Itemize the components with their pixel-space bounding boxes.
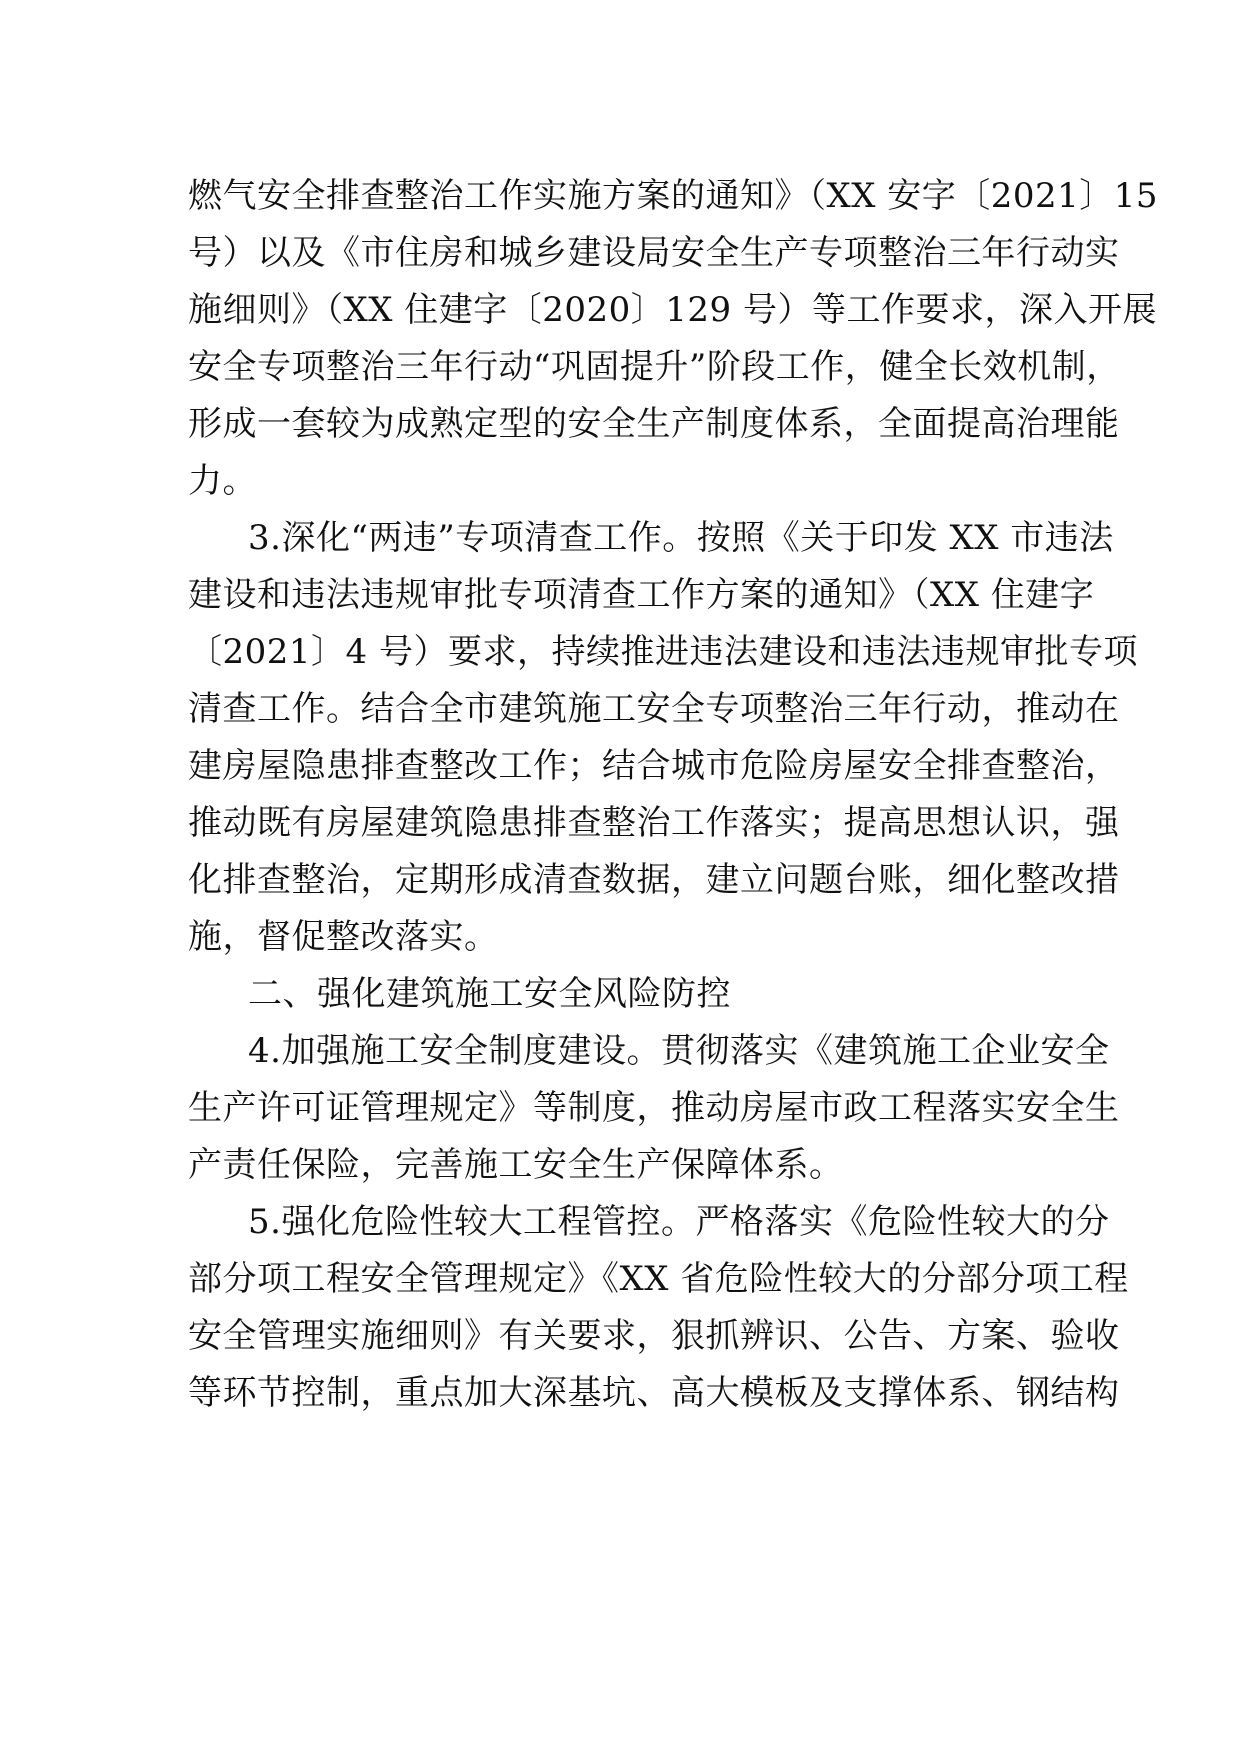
body-text-line: 建房屋隐患排查整改工作；结合城市危险房屋安全排查整治，: [188, 746, 1120, 786]
body-text-line: 产责任保险，完善施工安全生产保障体系。: [188, 1145, 844, 1185]
body-text-line: 安全管理实施细则》有关要求，狠抓辨识、公告、方案、验收: [188, 1316, 1120, 1356]
body-text-line: 部分项工程安全管理规定》《XX 省危险性较大的分部分项工程: [188, 1259, 1129, 1299]
body-text-line: 化排查整治，定期形成清查数据，建立问题台账，细化整改措: [188, 860, 1120, 900]
body-text-line: 施细则》（XX 住建字〔2020〕129 号）等工作要求，深入开展: [188, 290, 1157, 330]
body-text-line: 等环节控制，重点加大深基坑、高大模板及支撑体系、钢结构: [188, 1373, 1120, 1413]
body-text-line: 建设和违法违规审批专项清查工作方案的通知》（XX 住建字: [188, 575, 1095, 615]
body-text-line: 号）以及《市住房和城乡建设局安全生产专项整治三年行动实: [188, 233, 1120, 273]
item-3-heading-line: 3.深化“两违”专项清查工作。按照《关于印发 XX 市违法: [248, 518, 1114, 558]
body-text-line: 形成一套较为成熟定型的安全生产制度体系，全面提高治理能: [188, 404, 1120, 444]
item-4-heading-line: 4.加强施工安全制度建设。贯彻落实《建筑施工企业安全: [248, 1031, 1110, 1071]
body-text-line: 燃气安全排查整治工作实施方案的通知》（XX 安字〔2021〕15: [188, 176, 1159, 216]
body-text-line: 推动既有房屋建筑隐患排查整治工作落实；提高思想认识，强: [188, 803, 1120, 843]
body-text-line: 〔2021〕4 号）要求，持续推进违法建设和违法违规审批专项: [188, 632, 1138, 672]
item-5-heading-line: 5.强化危险性较大工程管控。严格落实《危险性较大的分: [248, 1202, 1110, 1242]
body-text-line: 清查工作。结合全市建筑施工安全专项整治三年行动，推动在: [188, 689, 1120, 729]
body-text-line: 生产许可证管理规定》等制度，推动房屋市政工程落实安全生: [188, 1088, 1120, 1128]
body-text-line: 施，督促整改落实。: [188, 917, 499, 957]
section-heading: 二、强化建筑施工安全风险防控: [248, 974, 731, 1014]
body-text-line: 安全专项整治三年行动“巩固提升”阶段工作，健全长效机制，: [188, 347, 1121, 387]
body-text-line: 力。: [188, 461, 257, 501]
